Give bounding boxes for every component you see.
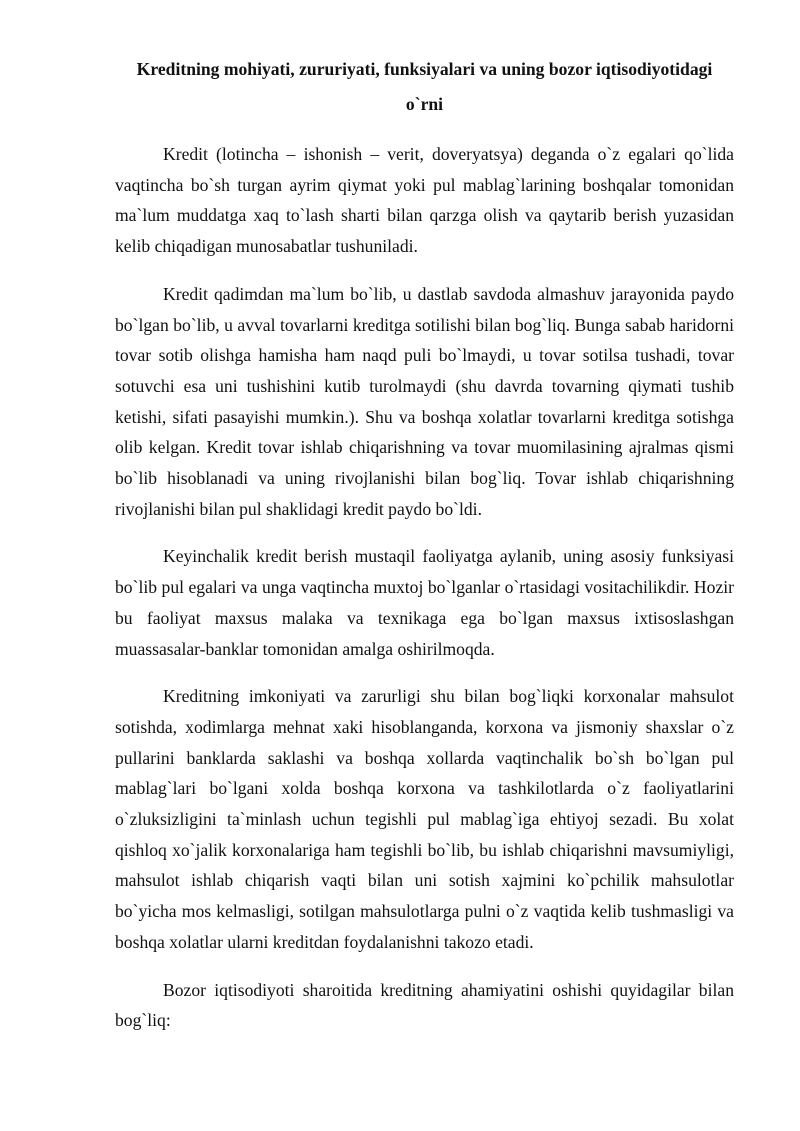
- document-page: [115, 52, 734, 1053]
- title-line-2: o`rni: [405, 94, 444, 114]
- document-title: [115, 52, 734, 122]
- paragraph-1: Kredit (lotincha – ishonish – verit, doveryatsya) deganda o`z egalari qo`lida vaqtincha bo`sh turgan ayrim qiymat yoki pul mablag`larining boshqalar tomonidan ma`lum muddatga xaq to`lash sharti bilan qarzga olish va qaytarib berish yuzasidan kelib chiqadigan munosabatlar tushuniladi.: [115, 144, 734, 257]
- paragraph-4: Kreditning imkoniyati va zarurligi shu bilan bog`liqki korxonalar mahsulot sotishda, xodimlarga mehnat xaki hisoblanganda, korxona va jismoniy shaxslar o`z pullarini banklarda saklashi va boshqa xollarda vaqtinchalik bo`sh bo`lgan pul mablag`lari bo`lgani xolda boshqa korxona va tashkilotlarda o`z faoliyatlarini o`zluksizligini ta`minlash uchun tegishli pul mablag`iga ehtiyoj sezadi. Bu xolat qishloq xo`jalik korxonalariga ham tegishli bo`lib, bu ishlab chiqarishni mavsumiyligi, mahsulot ishlab chiqarish vaqti bilan uni sotish xajmini ko`pchilik mahsulotlar bo`yicha mos kelmasligi, sotilgan mahsulotlarga pulni o`z vaqtida kelib tushmasligi va boshqa xolatlar ularni kreditdan foydalanishni takozo etadi.: [115, 686, 734, 952]
- paragraph-2: Kredit qadimdan ma`lum bo`lib, u dastlab savdoda almashuv jarayonida paydo bo`lgan bo`lib, u avval tovarlarni kreditga sotilishi bilan bog`liq. Bunga sabab haridorni tovar sotib olishga hamisha ham naqd puli bo`lmaydi, u tovar sotilsa tushadi, tovar sotuvchi esa uni tushishini kutib turolmaydi (shu davrda tovarning qiymati tushib ketishi, sifati pasayishi mumkin.). Shu va boshqa xolatlar tovarlarni kreditga sotishga olib kelgan. Kredit tovar ishlab chiqarishning va tovar muomilasining ajralmas qismi bo`lib hisoblanadi va uning rivojlanishi bilan bog`liq. Tovar ishlab chiqarishning rivojlanishi bilan pul shaklidagi kredit paydo bo`ldi.: [115, 283, 734, 519]
- title-line-1: Kreditning mohiyati, zururiyati, funksiyalari va uning bozor iqtisodiyotidagi: [136, 59, 713, 79]
- paragraph-3: Keyinchalik kredit berish mustaqil faoliyatga aylanib, uning asosiy funksiyasi bo`lib pul egalari va unga vaqtincha muxtoj bo`lganlar o`rtasidagi vositachilikdir. Hozir bu faoliyat maxsus malaka va texnikaga ega bo`lgan maxsus ixtisoslashgan muassasalar-banklar tomonidan amalga oshirilmoqda.: [115, 546, 734, 659]
- paragraph-5: Bozor iqtisodiyoti sharoitida kreditning ahamiyatini oshishi quyidagilar bilan bog`liq:: [115, 979, 734, 1031]
